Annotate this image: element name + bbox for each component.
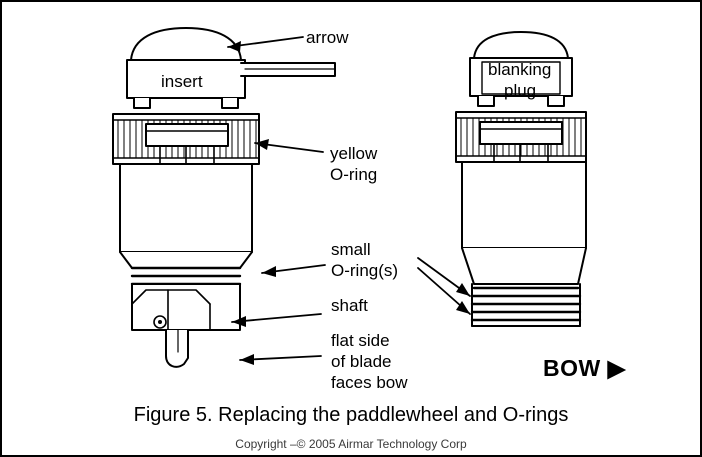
bow-direction-label: BOW ▶	[543, 355, 626, 381]
label-arrow: arrow	[306, 28, 349, 47]
figure-caption: Figure 5. Replacing the paddlewheel and O-rings	[133, 404, 569, 426]
label-shaft: shaft	[331, 296, 368, 315]
label-blanking-plug-line2: plug	[504, 81, 537, 100]
label-flat-side-line2: of blade	[331, 352, 392, 371]
label-insert: insert	[161, 72, 203, 91]
label-small-oring-line1: small	[331, 240, 371, 259]
label-yellow-oring-line2: O-ring	[330, 165, 378, 184]
label-flat-side-line3: faces bow	[331, 373, 408, 392]
label-flat-side-line1: flat side	[331, 331, 390, 350]
label-small-oring-line2: O-ring(s)	[331, 261, 399, 280]
label-yellow-oring-line1: yellow	[330, 144, 378, 163]
label-blanking-plug-line1: blanking	[488, 60, 552, 79]
copyright-notice: Copyright –© 2005 Airmar Technology Corp	[235, 437, 467, 451]
